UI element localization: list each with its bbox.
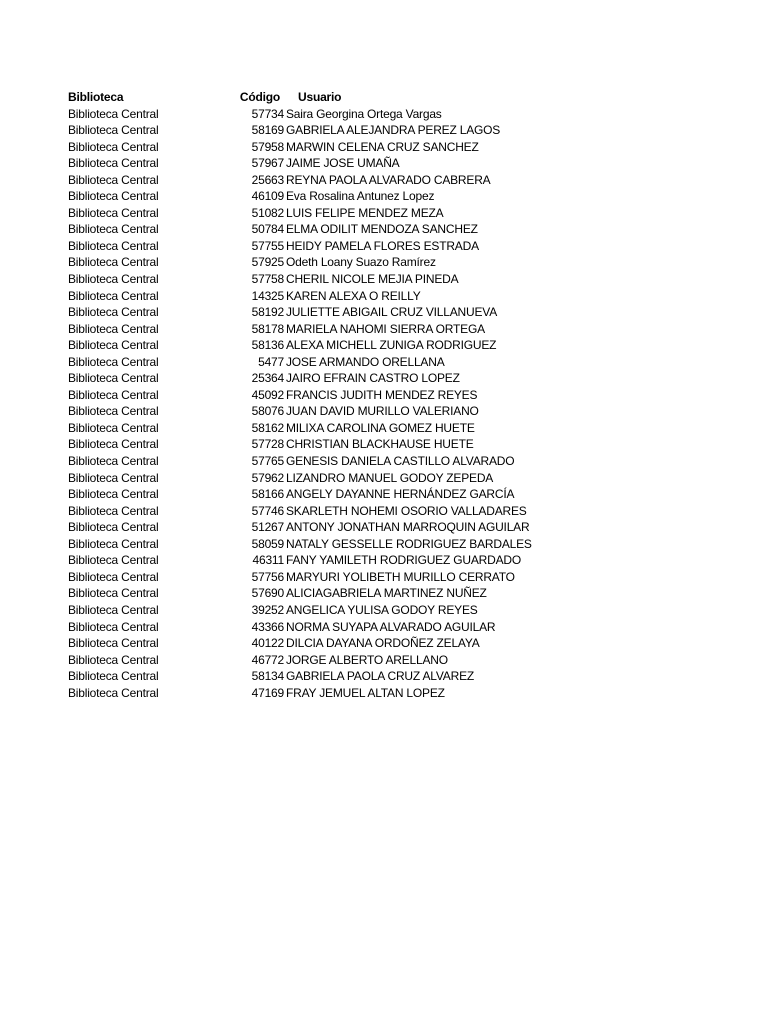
table-row [68,387,532,404]
table-row [68,221,532,238]
table-row [68,188,532,205]
cell-biblioteca: Biblioteca Central [68,520,159,535]
cell-codigo: 5477 [258,354,284,369]
cell-usuario: ELMA ODILIT MENDOZA SANCHEZ [286,222,478,237]
cell-usuario: ANGELICA YULISA GODOY REYES [286,602,478,617]
table-body [68,106,532,702]
cell-usuario: GABRIELA ALEJANDRA PEREZ LAGOS [286,123,501,138]
table-row [68,271,532,288]
cell-biblioteca: Biblioteca Central [68,371,159,386]
cell-usuario: ALICIAGABRIELA MARTINEZ NUÑEZ [286,586,487,601]
cell-usuario: LUIS FELIPE MENDEZ MEZA [286,205,444,220]
cell-usuario: MARIELA NAHOMI SIERRA ORTEGA [286,321,485,336]
cell-codigo: 57758 [251,272,284,287]
cell-usuario: MILIXA CAROLINA GOMEZ HUETE [286,420,475,435]
header-usuario: Usuario [298,90,342,104]
cell-biblioteca: Biblioteca Central [68,602,159,617]
cell-usuario: SKARLETH NOHEMI OSORIO VALLADARES [286,503,527,518]
table-row [68,453,532,470]
cell-codigo: 39252 [251,602,284,617]
cell-biblioteca: Biblioteca Central [68,487,159,502]
table-row [68,122,532,139]
cell-usuario: NORMA SUYAPA ALVARADO AGUILAR [286,619,496,634]
cell-biblioteca: Biblioteca Central [68,586,159,601]
cell-biblioteca: Biblioteca Central [68,404,159,419]
cell-codigo: 25364 [251,371,284,386]
table-row [68,668,532,685]
cell-usuario: NATALY GESSELLE RODRIGUEZ BARDALES [286,536,532,551]
table-row [68,470,532,487]
table-row [68,552,532,569]
cell-codigo: 45092 [251,387,284,402]
cell-usuario: ANGELY DAYANNE HERNÁNDEZ GARCÍA [286,487,515,502]
cell-codigo: 50784 [251,222,284,237]
cell-biblioteca: Biblioteca Central [68,139,159,154]
cell-codigo: 58162 [251,420,284,435]
table-row [68,635,532,652]
cell-biblioteca: Biblioteca Central [68,569,159,584]
cell-codigo: 57756 [251,569,284,584]
cell-codigo: 58178 [251,321,284,336]
cell-codigo: 57765 [251,454,284,469]
cell-usuario: JUAN DAVID MURILLO VALERIANO [286,404,479,419]
cell-codigo: 40122 [251,636,284,651]
cell-biblioteca: Biblioteca Central [68,272,159,287]
table-row [68,569,532,586]
cell-biblioteca: Biblioteca Central [68,454,159,469]
cell-usuario: FRANCIS JUDITH MENDEZ REYES [286,387,478,402]
table-header-row [68,89,532,106]
cell-codigo: 57728 [251,437,284,452]
cell-codigo: 57967 [251,156,284,171]
library-user-table [68,89,532,701]
table-row [68,403,532,420]
header-codigo: Código [239,90,280,104]
cell-biblioteca: Biblioteca Central [68,123,159,138]
cell-usuario: CHRISTIAN BLACKHAUSE HUETE [286,437,474,452]
cell-codigo: 46109 [251,189,284,204]
table-row [68,370,532,387]
table-row [68,436,532,453]
cell-biblioteca: Biblioteca Central [68,470,159,485]
cell-biblioteca: Biblioteca Central [68,156,159,171]
table-row [68,254,532,271]
cell-biblioteca: Biblioteca Central [68,354,159,369]
table-row [68,155,532,172]
cell-biblioteca: Biblioteca Central [68,387,159,402]
cell-biblioteca: Biblioteca Central [68,553,159,568]
table-row [68,420,532,437]
cell-usuario: MARYURI YOLIBETH MURILLO CERRATO [286,569,515,584]
cell-biblioteca: Biblioteca Central [68,222,159,237]
cell-usuario: FANY YAMILETH RODRIGUEZ GUARDADO [286,553,521,568]
cell-usuario: LIZANDRO MANUEL GODOY ZEPEDA [286,470,494,485]
cell-biblioteca: Biblioteca Central [68,669,159,684]
cell-codigo: 58059 [251,536,284,551]
cell-biblioteca: Biblioteca Central [68,338,159,353]
table-row [68,337,532,354]
cell-usuario: ALEXA MICHELL ZUNIGA RODRIGUEZ [286,338,497,353]
table-row [68,172,532,189]
table-row [68,106,532,123]
cell-biblioteca: Biblioteca Central [68,636,159,651]
cell-biblioteca: Biblioteca Central [68,238,159,253]
cell-usuario: MARWIN CELENA CRUZ SANCHEZ [286,139,479,154]
cell-biblioteca: Biblioteca Central [68,205,159,220]
cell-biblioteca: Biblioteca Central [68,503,159,518]
table-row [68,685,532,702]
cell-biblioteca: Biblioteca Central [68,437,159,452]
table-row [68,519,532,536]
cell-biblioteca: Biblioteca Central [68,619,159,634]
table-row [68,205,532,222]
cell-usuario: HEIDY PAMELA FLORES ESTRADA [286,238,479,253]
table-row [68,288,532,305]
table-row [68,486,532,503]
cell-biblioteca: Biblioteca Central [68,420,159,435]
cell-codigo: 58166 [251,487,284,502]
cell-usuario: JULIETTE ABIGAIL CRUZ VILLANUEVA [286,305,497,320]
cell-codigo: 25663 [251,172,284,187]
cell-biblioteca: Biblioteca Central [68,106,159,121]
table-row [68,652,532,669]
cell-biblioteca: Biblioteca Central [68,652,159,667]
cell-biblioteca: Biblioteca Central [68,288,159,303]
cell-usuario: Eva Rosalina Antunez Lopez [286,189,435,204]
cell-usuario: FRAY JEMUEL ALTAN LOPEZ [286,685,445,700]
cell-codigo: 58076 [251,404,284,419]
cell-codigo: 58169 [251,123,284,138]
table-row [68,304,532,321]
cell-codigo: 51082 [251,205,284,220]
table-row [68,354,532,371]
cell-usuario: KAREN ALEXA O REILLY [286,288,421,303]
cell-usuario: JAIME JOSE UMAÑA [286,156,400,171]
cell-biblioteca: Biblioteca Central [68,536,159,551]
table-row [68,321,532,338]
cell-codigo: 46772 [251,652,284,667]
cell-biblioteca: Biblioteca Central [68,255,159,270]
cell-biblioteca: Biblioteca Central [68,172,159,187]
header-biblioteca: Biblioteca [68,90,124,104]
cell-usuario: REYNA PAOLA ALVARADO CABRERA [286,172,491,187]
cell-codigo: 57690 [251,586,284,601]
cell-codigo: 57734 [251,106,284,121]
cell-codigo: 47169 [251,685,284,700]
cell-usuario: GABRIELA PAOLA CRUZ ALVAREZ [286,669,475,684]
table-row [68,139,532,156]
cell-usuario: Odeth Loany Suazo Ramírez [286,255,436,270]
cell-usuario: ANTONY JONATHAN MARROQUIN AGUILAR [286,520,530,535]
cell-codigo: 58192 [251,305,284,320]
cell-codigo: 57746 [251,503,284,518]
cell-codigo: 57962 [251,470,284,485]
table-row [68,602,532,619]
cell-usuario: DILCIA DAYANA ORDOÑEZ ZELAYA [286,636,480,651]
cell-biblioteca: Biblioteca Central [68,305,159,320]
cell-codigo: 57958 [251,139,284,154]
cell-codigo: 51267 [251,520,284,535]
cell-codigo: 57925 [251,255,284,270]
cell-usuario: JORGE ALBERTO ARELLANO [286,652,448,667]
cell-biblioteca: Biblioteca Central [68,189,159,204]
cell-biblioteca: Biblioteca Central [68,321,159,336]
cell-codigo: 57755 [251,238,284,253]
cell-usuario: JAIRO EFRAIN CASTRO LOPEZ [286,371,460,386]
cell-usuario: JOSE ARMANDO ORELLANA [286,354,445,369]
table-row [68,503,532,520]
cell-codigo: 43366 [251,619,284,634]
cell-codigo: 58136 [251,338,284,353]
table-row [68,238,532,255]
table-row [68,585,532,602]
cell-usuario: Saira Georgina Ortega Vargas [286,106,442,121]
table-row [68,619,532,636]
cell-usuario: GENESIS DANIELA CASTILLO ALVARADO [286,454,515,469]
cell-codigo: 46311 [252,553,284,568]
table-row [68,536,532,553]
cell-biblioteca: Biblioteca Central [68,685,159,700]
cell-usuario: CHERIL NICOLE MEJIA PINEDA [286,272,459,287]
cell-codigo: 58134 [251,669,284,684]
cell-codigo: 14325 [251,288,284,303]
